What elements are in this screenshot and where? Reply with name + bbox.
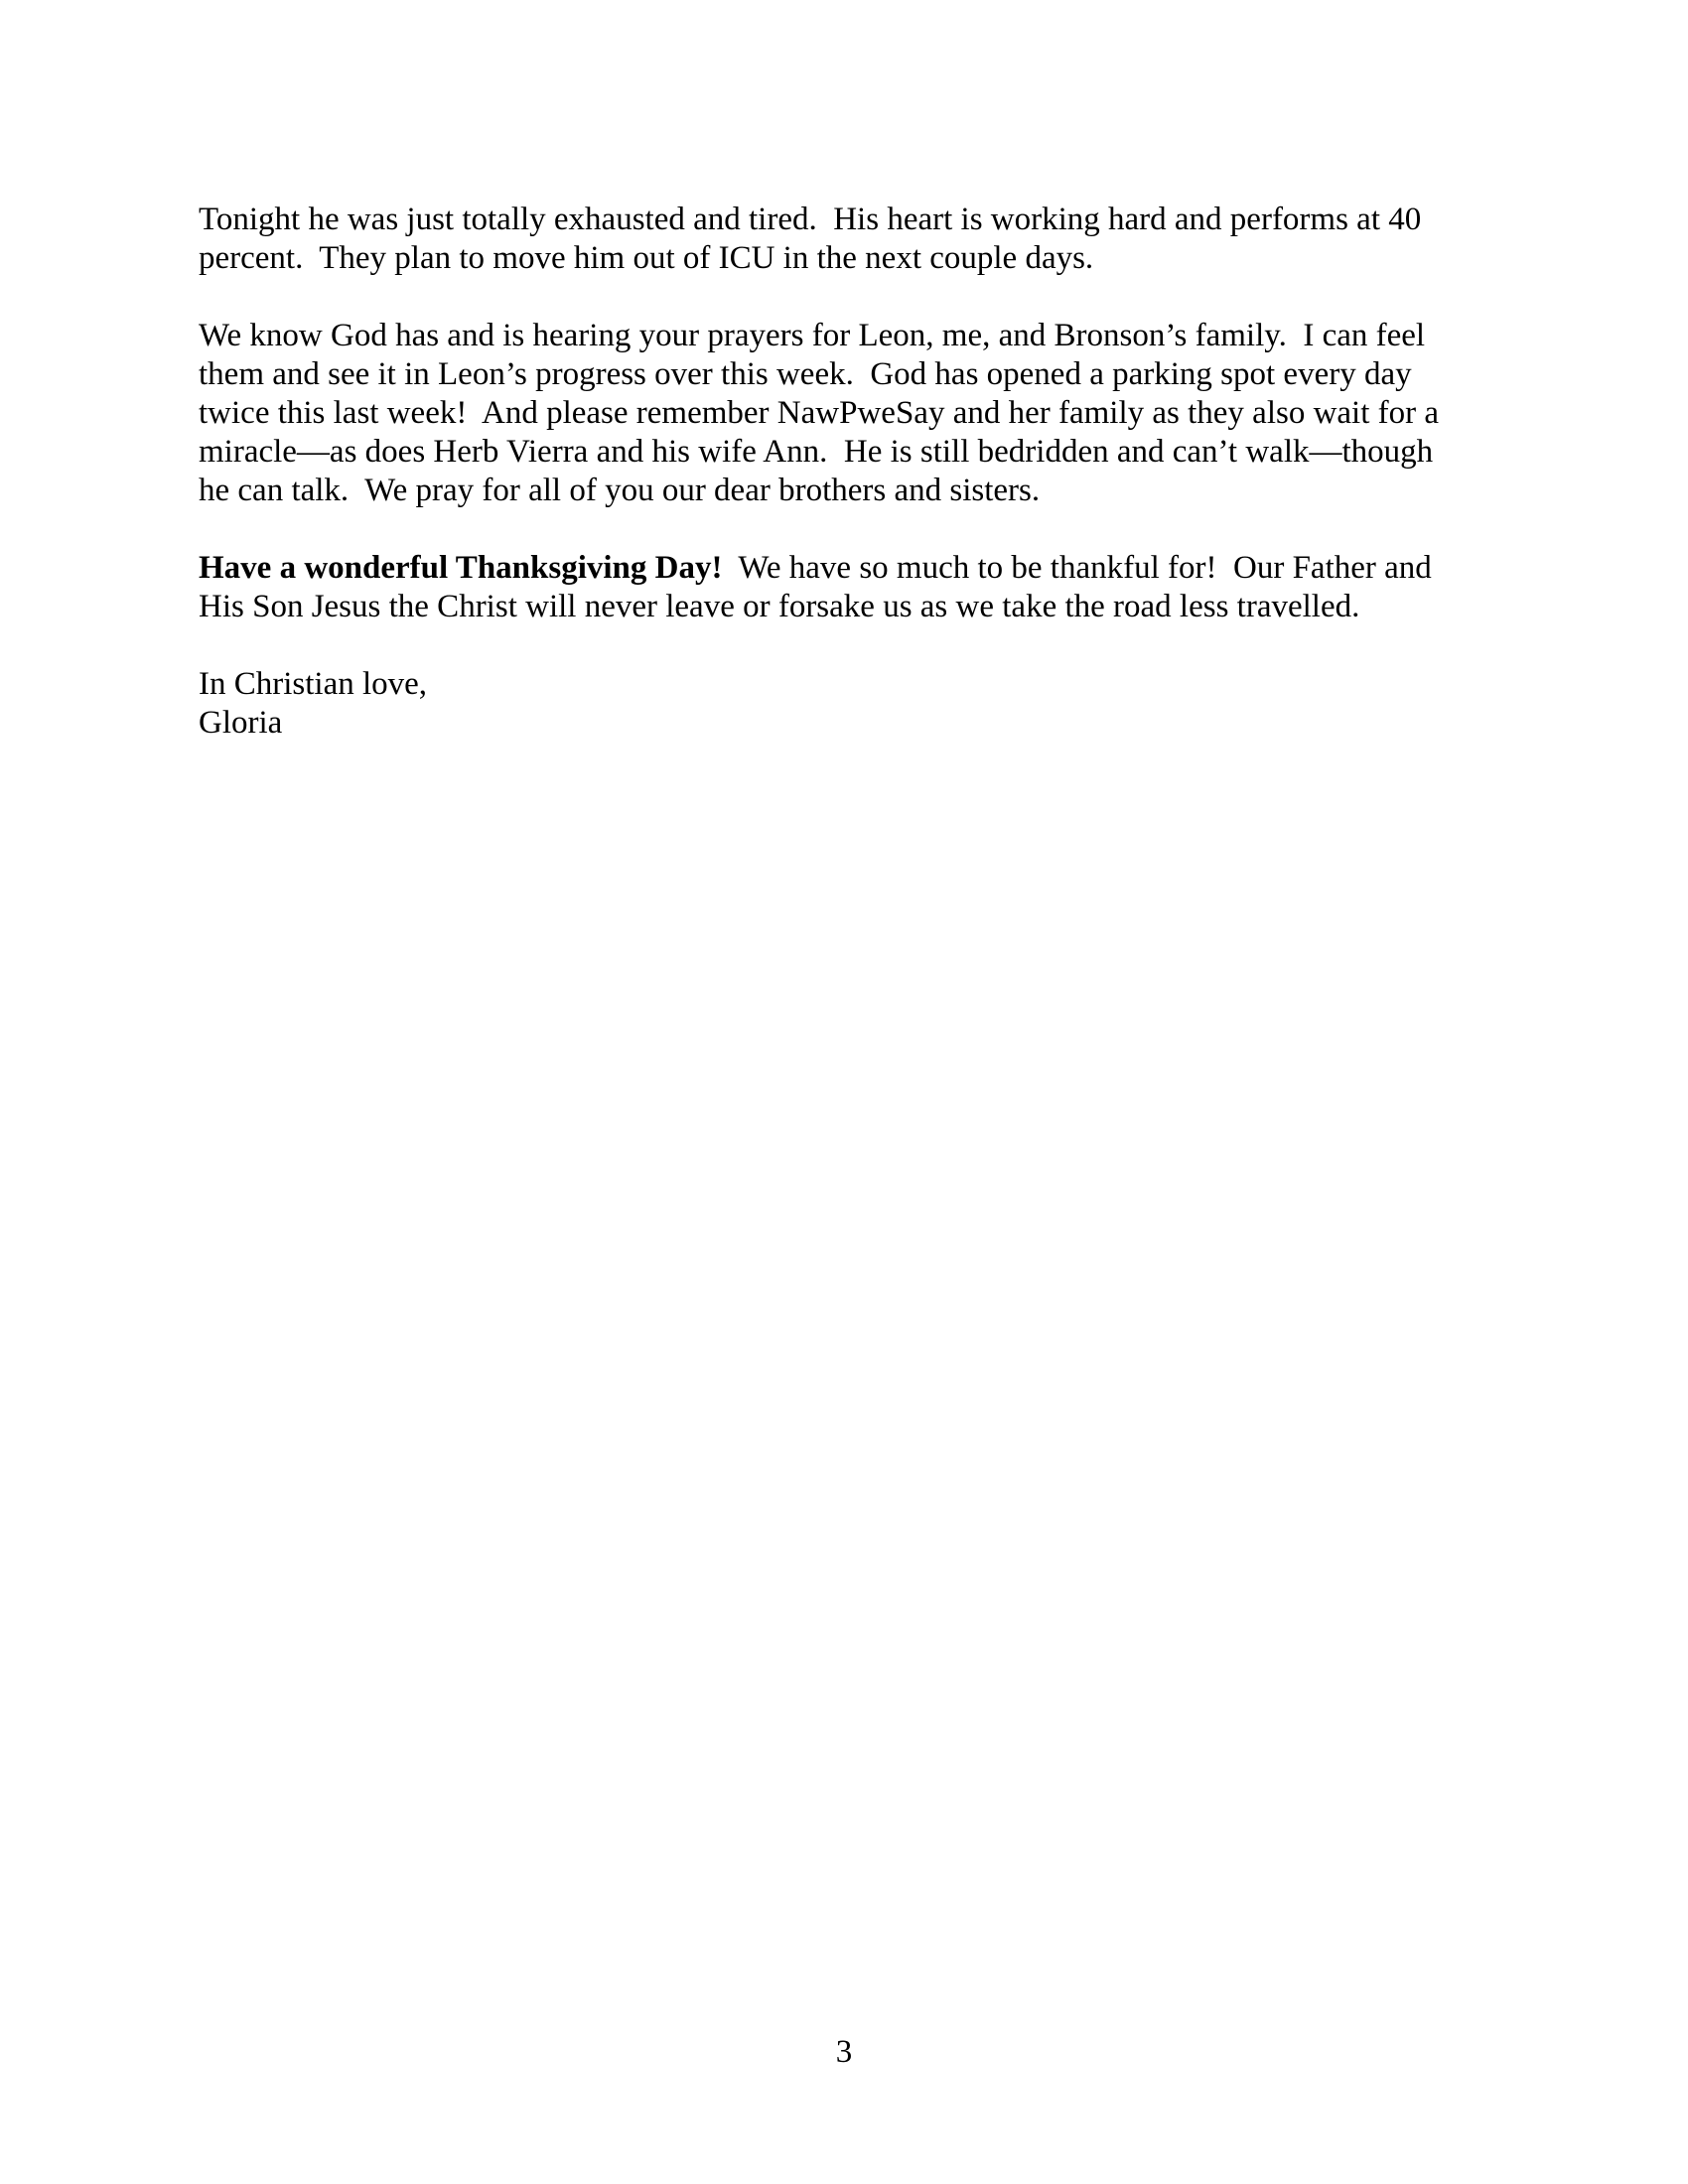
paragraph-prayers: [199, 317, 1489, 510]
paragraph-thanksgiving: [199, 549, 1489, 626]
page-number: 3: [835, 2034, 853, 2070]
text-line: twice this last week! And please remember NawPweSay and her family as they also wait for a: [199, 395, 1440, 431]
text-line: We know God has and is hearing your prayers for Leon, me, and Bronson’s family. I can feel: [199, 318, 1426, 353]
letter-body: [199, 201, 1489, 781]
text-after-bold: We have so much to be thankful for! Our Father and: [722, 550, 1432, 586]
text-line: percent. They plan to move him out of ICU in the next couple days.: [199, 240, 1094, 276]
text-line: [199, 549, 1489, 588]
paragraph-icu-update: [199, 201, 1489, 278]
text-line: His Son Jesus the Christ will never leave or forsake us as we take the road less travelled.: [199, 589, 1360, 624]
signature-name: Gloria: [199, 705, 283, 741]
closing-signature: [199, 665, 1489, 743]
text-line: Tonight he was just totally exhausted and tired. His heart is working hard and performs at 40: [199, 202, 1422, 237]
text-line: miracle—as does Herb Vierra and his wife Ann. He is still bedridden and can’t walk—though: [199, 434, 1434, 470]
bold-thanksgiving-greeting: Have a wonderful Thanksgiving Day!: [199, 550, 723, 586]
text-line: them and see it in Leon’s progress over this week. God has opened a parking spot every day: [199, 356, 1412, 392]
text-line: he can talk. We pray for all of you our dear brothers and sisters.: [199, 473, 1041, 508]
closing-line: In Christian love,: [199, 666, 428, 702]
